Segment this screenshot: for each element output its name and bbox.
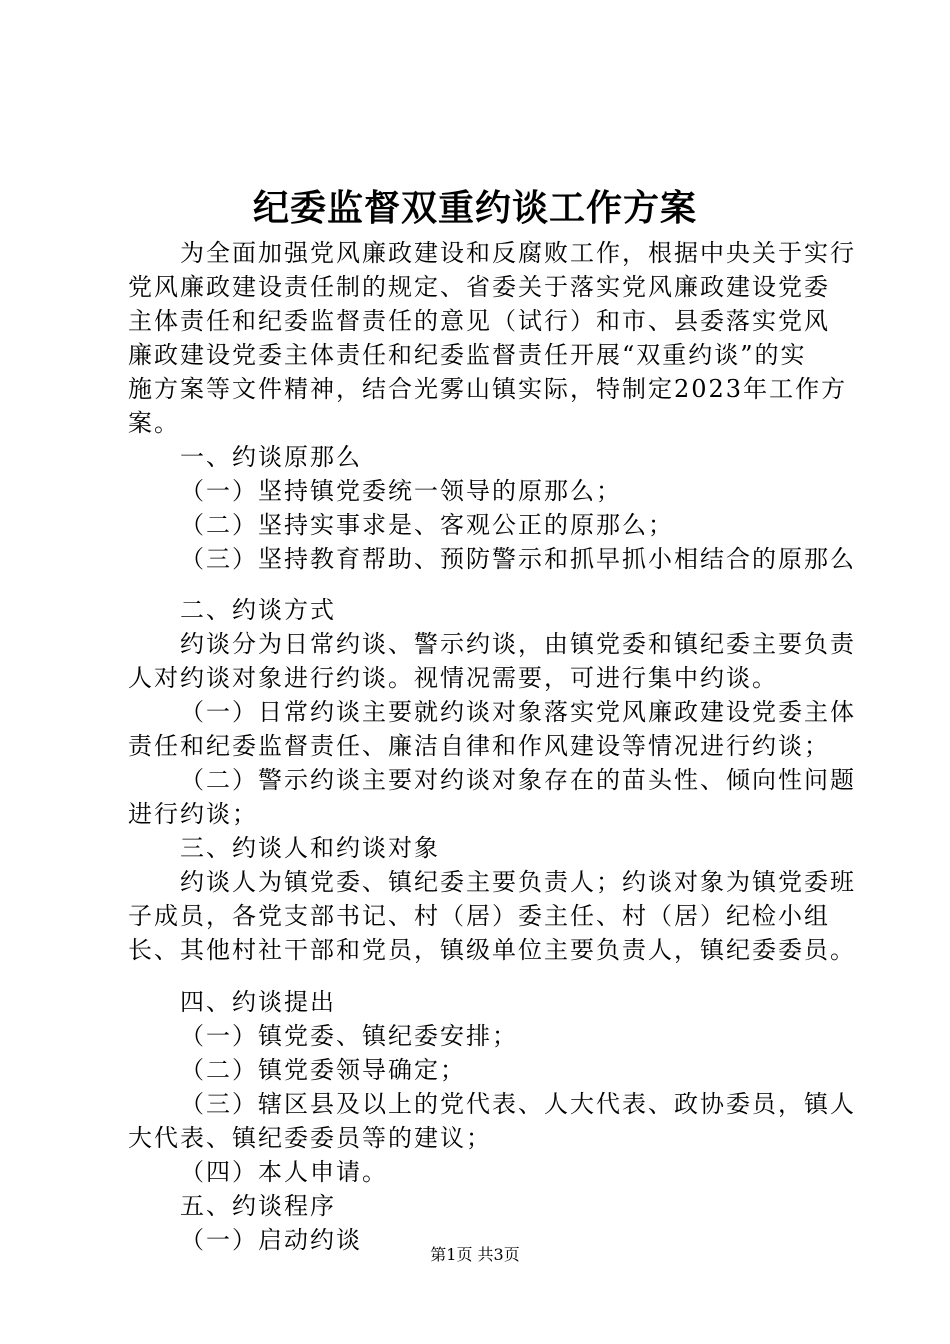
- paragraph-line: 为全面加强党风廉政建设和反腐败工作，根据中央关于实行: [180, 239, 856, 267]
- paragraph-line: 主体责任和纪委监督责任的意见（试行）和市、县委落实党风: [128, 307, 830, 335]
- paragraph-line: 责任和纪委监督责任、廉洁自律和作风建设等情况进行约谈；: [128, 732, 830, 760]
- section-heading: 一、约谈原那么: [180, 443, 362, 471]
- list-item: 大代表、镇纪委委员等的建议；: [128, 1124, 492, 1152]
- document-title: 纪委监督双重约谈工作方案: [252, 187, 697, 229]
- list-item: （三）坚持教育帮助、预防警示和抓早抓小相结合的原那么: [180, 545, 856, 573]
- paragraph-line: 约谈人为镇党委、镇纪委主要负责人；约谈对象为镇党委班: [180, 868, 856, 896]
- paragraph-line: 廉政建设党委主体责任和纪委监督责任开展“双重约谈”的实: [128, 341, 807, 369]
- list-item: （四）本人申请。: [180, 1158, 388, 1186]
- section-heading: 五、约谈程序: [180, 1192, 336, 1220]
- list-item: （二）镇党委领导确定；: [180, 1056, 466, 1084]
- paragraph-line: 案。: [128, 409, 180, 437]
- paragraph-line: 子成员，各党支部书记、村（居）委主任、村（居）纪检小组: [128, 902, 830, 930]
- section-heading: 三、约谈人和约谈对象: [180, 834, 440, 862]
- list-item: （一）镇党委、镇纪委安排；: [180, 1022, 518, 1050]
- section-heading: 二、约谈方式: [180, 596, 336, 624]
- paragraph-line: 进行约谈；: [128, 800, 258, 828]
- paragraph-line: 施方案等文件精神，结合光雾山镇实际，特制定2023年工作方: [128, 375, 848, 403]
- paragraph-line: 长、其他村社干部和党员，镇级单位主要负责人，镇纪委委员。: [128, 936, 856, 964]
- page-number-footer: 第1页 共3页: [430, 1245, 520, 1264]
- list-item: （一）启动约谈: [180, 1226, 362, 1254]
- list-item: （一）坚持镇党委统一领导的原那么；: [180, 477, 622, 505]
- section-heading: 四、约谈提出: [180, 988, 336, 1016]
- paragraph-line: 人对约谈对象进行约谈。视情况需要，可进行集中约谈。: [128, 664, 778, 692]
- list-item: （二）坚持实事求是、客观公正的原那么；: [180, 511, 674, 539]
- paragraph-line: （二）警示约谈主要对约谈对象存在的苗头性、倾向性问题: [180, 766, 856, 794]
- paragraph-line: （一）日常约谈主要就约谈对象落实党风廉政建设党委主体: [180, 698, 856, 726]
- list-item: （三）辖区县及以上的党代表、人大代表、政协委员，镇人: [180, 1090, 856, 1118]
- paragraph-line: 党风廉政建设责任制的规定、省委关于落实党风廉政建设党委: [128, 273, 830, 301]
- paragraph-line: 约谈分为日常约谈、警示约谈，由镇党委和镇纪委主要负责: [180, 630, 856, 658]
